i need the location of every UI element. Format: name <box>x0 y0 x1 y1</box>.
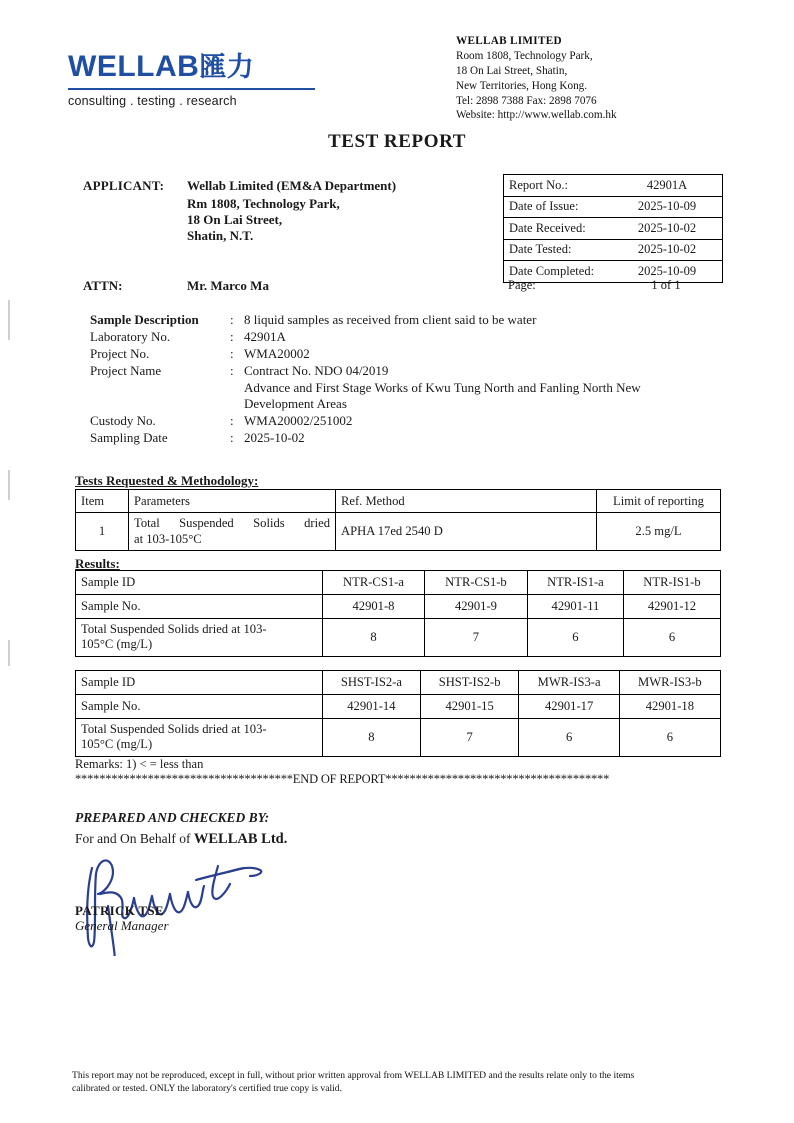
footer-line-1: This report may not be reproduced, except in full, without prior written approval from WELLAB LIMITED and the results relate only to the items <box>72 1070 635 1081</box>
report-info-row <box>504 217 722 239</box>
colon: : <box>230 312 234 327</box>
sample-info-block <box>90 311 730 446</box>
results-table-1 <box>75 570 721 657</box>
row-label-sample-id: Sample ID <box>76 671 323 695</box>
cell-sample-id: NTR-CS1-a <box>323 571 425 595</box>
cell-item-no: 1 <box>76 513 129 551</box>
row-label-sample-no: Sample No. <box>76 695 323 719</box>
applicant-name: Wellab Limited (EM&A Department) <box>187 178 397 193</box>
table-row <box>76 719 721 757</box>
colon: : <box>230 329 234 345</box>
on-behalf-company: WELLAB Ltd. <box>193 831 288 847</box>
logo-text-cjk: 匯力 <box>199 52 255 83</box>
cell-sample-id: NTR-CS1-b <box>424 571 527 595</box>
date-received-label: Date Received: <box>509 220 586 235</box>
date-completed-value: 2025-10-09 <box>637 263 697 278</box>
signatory-name: PATRICK TSE <box>75 903 164 918</box>
cell-result-value: 8 <box>323 719 421 757</box>
laboratory-no-label: Laboratory No. <box>90 329 171 345</box>
cell-parameter <box>129 513 336 551</box>
scan-artifact <box>8 300 10 340</box>
sample-info-row <box>90 345 730 362</box>
row-label-sample-no: Sample No. <box>76 595 323 619</box>
page-value: 1 of 1 <box>651 278 681 292</box>
cell-sample-no: 42901-12 <box>623 595 720 619</box>
cell-sample-id: NTR-IS1-b <box>623 571 720 595</box>
report-info-row <box>504 239 722 261</box>
logo-wordmark <box>68 52 398 82</box>
date-received-value: 2025-10-02 <box>637 220 697 235</box>
colon: : <box>230 346 234 362</box>
attention-label: ATTN: <box>83 278 123 293</box>
cell-result-value: 6 <box>527 619 623 657</box>
laboratory-no-value: 42901A <box>244 329 286 345</box>
row-label-parameter <box>76 619 323 657</box>
parameter-line-2: 105°C (mg/L) <box>81 737 153 752</box>
applicant-address-line: 18 On Lai Street, <box>187 212 283 227</box>
company-phone-line: Tel: 2898 7388 Fax: 2898 7076 <box>456 94 597 107</box>
cell-sample-id: MWR-IS3-a <box>519 671 619 695</box>
th-item: Item <box>76 490 129 513</box>
project-name-value: Contract No. NDO 04/2019 <box>244 363 389 379</box>
signatory-title: General Manager <box>75 918 169 933</box>
date-completed-label: Date Completed: <box>509 263 595 278</box>
sample-info-row <box>90 311 730 328</box>
custody-no-value: WMA20002/251002 <box>244 412 353 428</box>
cell-sample-no: 42901-15 <box>420 695 519 719</box>
document-header <box>68 34 726 124</box>
company-address-line: 18 On Lai Street, Shatin, <box>456 64 568 77</box>
report-info-row <box>504 196 722 218</box>
applicant-address-line: Shatin, N.T. <box>187 228 254 243</box>
applicant-label: APPLICANT: <box>83 178 165 193</box>
sample-description-label: Sample Description <box>90 312 199 327</box>
th-parameters: Parameters <box>129 490 336 513</box>
cell-result-value: 7 <box>420 719 519 757</box>
sample-info-row <box>90 429 730 446</box>
report-no-label: Report No.: <box>509 177 569 192</box>
parameter-line-1: Total Suspended Solids dried at 103- <box>81 722 267 736</box>
cell-sample-id: SHST-IS2-a <box>323 671 421 695</box>
company-address-line: New Territories, Hong Kong. <box>456 79 588 92</box>
date-tested-label: Date Tested: <box>509 242 572 257</box>
cell-sample-no: 42901-17 <box>519 695 619 719</box>
results-heading: Results: <box>75 556 120 571</box>
on-behalf-prefix: For and On Behalf of <box>75 831 194 846</box>
company-logo <box>68 52 398 108</box>
project-name-continuation: Advance and First Stage Works of Kwu Tung North and Fanling North New <box>244 379 641 395</box>
row-label-parameter <box>76 719 323 757</box>
attention-value: Mr. Marco Ma <box>187 278 269 293</box>
cell-sample-no: 42901-11 <box>527 595 623 619</box>
page-number-row <box>503 278 721 293</box>
date-tested-value: 2025-10-02 <box>637 242 697 257</box>
page-title: TEST REPORT <box>327 131 467 152</box>
page-label: Page: <box>508 278 536 292</box>
colon: : <box>230 412 234 428</box>
table-row <box>76 695 721 719</box>
report-info-box <box>503 174 723 283</box>
colon: : <box>230 429 234 445</box>
date-of-issue-label: Date of Issue: <box>509 199 579 214</box>
applicant-address-line: Rm 1808, Technology Park, <box>187 196 340 211</box>
cell-sample-id: NTR-IS1-a <box>527 571 623 595</box>
document-footer <box>72 1070 722 1096</box>
table-header-row <box>76 490 721 513</box>
company-name: WELLAB LIMITED <box>456 35 562 47</box>
end-of-report-text: ************************************END OF REPORT************************************* <box>75 772 610 786</box>
project-name-label: Project Name <box>90 363 162 379</box>
cell-sample-id: MWR-IS3-b <box>619 671 720 695</box>
th-ref-method: Ref. Method <box>336 490 597 513</box>
parameter-line-2: at 103-105°C <box>134 531 202 546</box>
project-name-continuation: Development Areas <box>244 395 347 411</box>
results-table-2 <box>75 670 721 757</box>
cell-sample-no: 42901-8 <box>323 595 425 619</box>
project-no-label: Project No. <box>90 346 150 362</box>
scan-artifact <box>8 640 10 666</box>
sampling-date-label: Sampling Date <box>90 429 168 445</box>
parameter-line-1: Total Suspended Solids dried at 103- <box>81 622 267 636</box>
cell-limit: 2.5 mg/L <box>597 513 721 551</box>
handwritten-signature-icon <box>78 846 278 956</box>
table-row <box>76 619 721 657</box>
th-limit-of-reporting: Limit of reporting <box>597 490 721 513</box>
project-no-value: WMA20002 <box>244 346 310 362</box>
cell-result-value: 7 <box>424 619 527 657</box>
row-label-sample-id: Sample ID <box>76 571 323 595</box>
sampling-date-value: 2025-10-02 <box>244 429 305 445</box>
date-of-issue-value: 2025-10-09 <box>637 199 697 214</box>
prepared-by-label: PREPARED AND CHECKED BY: <box>75 810 270 825</box>
sample-description-value: 8 liquid samples as received from client said to be water <box>244 312 537 327</box>
cell-sample-no: 42901-9 <box>424 595 527 619</box>
cell-result-value: 8 <box>323 619 425 657</box>
logo-divider <box>68 88 315 90</box>
report-no-value: 42901A <box>646 177 688 192</box>
cell-sample-id: SHST-IS2-b <box>420 671 519 695</box>
tests-requested-heading: Tests Requested & Methodology: <box>75 473 259 488</box>
table-row <box>76 513 721 551</box>
footer-line-2: calibrated or tested. ONLY the laboratory's certified true copy is valid. <box>72 1082 343 1094</box>
logo-text: WELLAB <box>68 50 200 83</box>
parameter-line-1: Total Suspended Solids dried <box>134 516 330 530</box>
cell-result-value: 6 <box>623 619 720 657</box>
table-row <box>76 595 721 619</box>
company-address <box>456 34 726 123</box>
remarks-text: Remarks: 1) < = less than <box>75 757 204 771</box>
custody-no-label: Custody No. <box>90 412 156 428</box>
company-address-line: Room 1808, Technology Park, <box>456 49 593 62</box>
scan-artifact <box>8 470 10 500</box>
cell-result-value: 6 <box>519 719 619 757</box>
parameter-line-2: 105°C (mg/L) <box>81 637 153 652</box>
colon: : <box>230 363 234 379</box>
cell-sample-no: 42901-18 <box>619 695 720 719</box>
applicant-block <box>83 178 483 244</box>
sample-info-row <box>90 362 730 379</box>
signature-image <box>78 846 278 956</box>
logo-tagline: consulting . testing . research <box>68 94 237 108</box>
sample-info-row <box>90 412 730 429</box>
table-row <box>76 671 721 695</box>
cell-result-value: 6 <box>619 719 720 757</box>
tests-requested-table <box>75 489 721 551</box>
attention-block <box>83 278 483 294</box>
company-website-line: Website: http://www.wellab.com.hk <box>456 109 617 122</box>
cell-sample-no: 42901-14 <box>323 695 421 719</box>
table-row <box>76 571 721 595</box>
cell-ref-method: APHA 17ed 2540 D <box>336 513 597 551</box>
sample-info-row <box>90 328 730 345</box>
report-info-row <box>504 175 722 196</box>
